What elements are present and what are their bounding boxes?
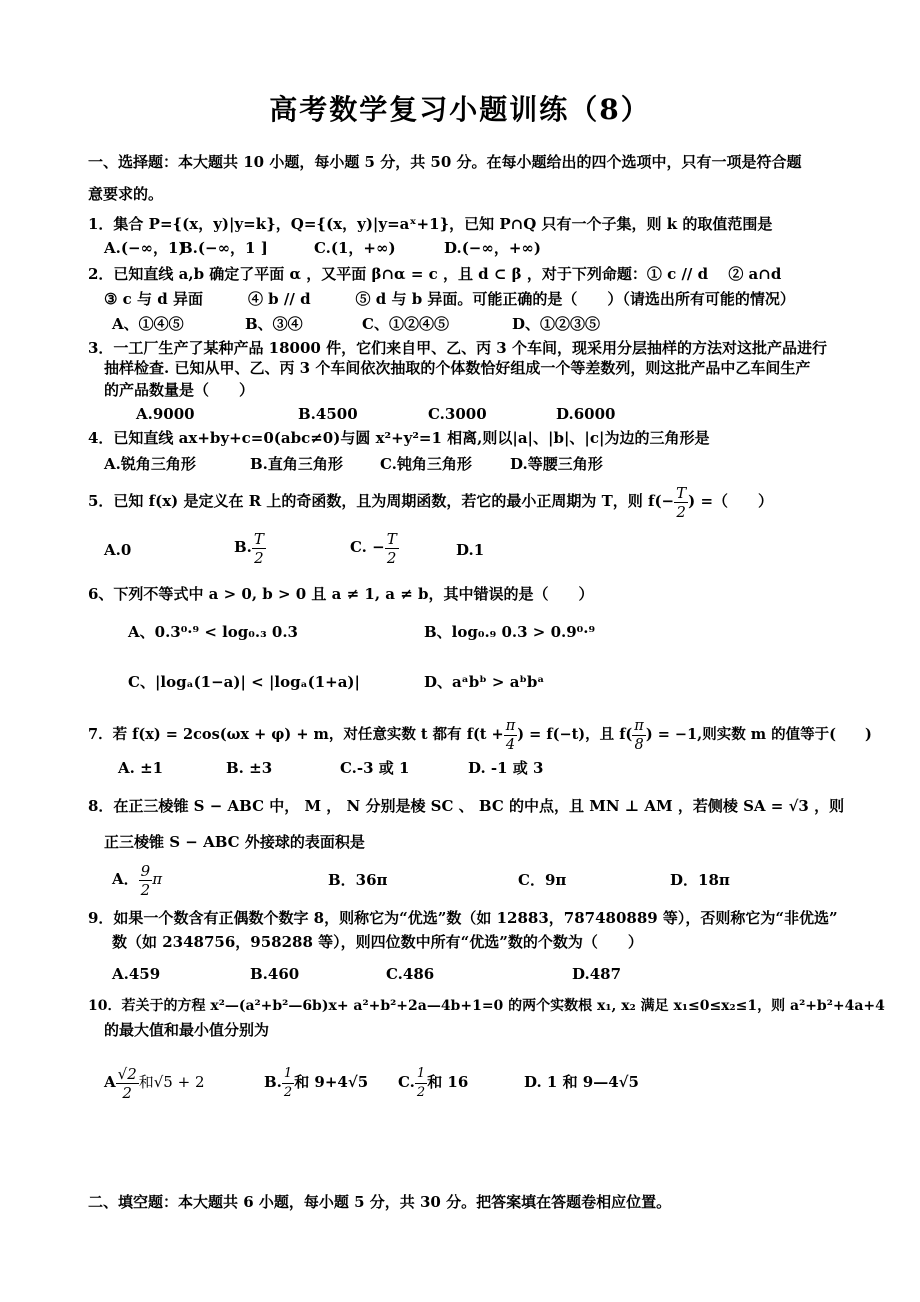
q5-option-c-label: C. − (350, 538, 385, 556)
q5-fraction (674, 484, 688, 521)
q5-option-b-den: 2 (254, 548, 264, 567)
q5-fraction-num: T (676, 483, 687, 502)
q8-option-c: C．9π (518, 871, 567, 889)
q4-option-d: D.等腰三角形 (510, 455, 603, 473)
q5-option-a: A.0 (104, 541, 132, 559)
q3-stem: 3．一工厂生产了某种产品 18000 件，它们来自甲、乙、丙 3 个车间，现采用分层抽样的方法对这批产品进行 (88, 339, 827, 357)
q5-option-c-den: 2 (386, 548, 397, 567)
q5-option-b-num: T (253, 529, 264, 548)
q1-option-d: D.(−∞，+∞) (444, 239, 542, 257)
q5-option-d: D.1 (456, 541, 485, 559)
page-title: 高考数学复习小题训练（8） (269, 93, 651, 126)
q7-option-b: B. ±3 (226, 759, 273, 777)
q5-option-b (234, 528, 266, 567)
q7-fraction-1-num: π (505, 717, 516, 734)
q4-option-c: C.钝角三角形 (380, 455, 472, 473)
q9-option-a: A.459 (112, 965, 161, 983)
q10-option-c-fraction (415, 1065, 427, 1102)
q6-option-a: A、0.3⁰·⁹ < log₀.₃ 0.3 (128, 623, 298, 641)
section2-instructions: 二、填空题：本大题共 6 小题，每小题 5 分，共 30 分。把答案填在答题卷相应位置。 (88, 1193, 672, 1211)
q8-option-d: D．18π (670, 871, 730, 889)
q1-option-b: B.(−∞，1 ] (180, 239, 268, 257)
q10-option-c-rest: 和 16 (427, 1073, 469, 1091)
q6-option-d: D、aᵃbᵇ > aᵇbᵃ (424, 673, 545, 691)
q10-option-c (398, 1062, 468, 1102)
q7-option-d: D. -1 或 3 (468, 759, 544, 777)
q10-option-c-den: 2 (416, 1084, 426, 1100)
q5-stem-text: 5．已知 f(x) 是定义在 R 上的奇函数，且为周期函数，若它的最小正周期为 T，则 f(− (88, 492, 675, 510)
q10-stem: 10．若关于的方程 x²—(a²+b²—6b)x+ a²+b²+2a—4b+1=0 的两个实数根 x₁, x₂ 满足 x₁≤0≤x₂≤1，则 a²+b²+4a+4 (88, 998, 885, 1014)
q5-option-b-label: B. (234, 538, 252, 556)
q2-option-b: B、③④ (245, 315, 303, 333)
q10-option-a-label: A (104, 1073, 116, 1091)
q7-fraction-1-den: 4 (505, 736, 516, 753)
q10-option-b-den: 2 (283, 1084, 293, 1100)
q1-stem: 1．集合 P={(x，y)|y=k}，Q={(x，y)|y=aˣ+1}，已知 P∩Q 只有一个子集，则 k 的取值范围是 (88, 215, 773, 233)
q4-option-a: A.锐角三角形 (104, 455, 196, 473)
q6-stem: 6、下列不等式中 a > 0, b > 0 且 a ≠ 1, a ≠ b，其中错误的是（ ） (88, 585, 594, 603)
q5-option-c-num: T (386, 529, 397, 548)
q1-option-c: C.(1，+∞) (314, 239, 396, 257)
q3-option-b: B.4500 (298, 405, 358, 423)
q8-option-a (112, 860, 162, 899)
q5-option-c-fraction (385, 530, 399, 567)
q2-option-c: C、①②④⑤ (362, 315, 449, 333)
section1-instructions: 一、选择题：本大题共 10 小题，每小题 5 分，共 50 分。在每小题给出的四个选项中，只有一项是符合题 (88, 153, 802, 171)
q10-option-b-rest: 和 9+4√5 (294, 1073, 369, 1091)
q7-stem-end: ) = −1,则实数 m 的值等于( ) (645, 726, 872, 743)
q8-option-a-pi: π (152, 870, 163, 888)
q8-stem-cont: 正三棱锥 S − ABC 外接球的表面积是 (104, 833, 365, 851)
q10-stem-cont: 的最大值和最小值分别为 (104, 1021, 270, 1039)
q3-stem-cont1: 抽样检查. 已知从甲、乙、丙 3 个车间依次抽取的个体数恰好组成一个等差数列，则这批产品中乙车间生产 (104, 359, 811, 377)
q2-option-a: A、①④⑤ (112, 315, 184, 333)
q10-option-b-num: 1 (282, 1065, 294, 1084)
q10-option-a-den: 2 (122, 1083, 132, 1102)
q10-option-a-rest: 和√5 + 2 (138, 1073, 205, 1091)
q10-option-c-num: 1 (415, 1065, 427, 1084)
q8-option-b: B．36π (328, 871, 388, 889)
q8-option-a-label: A． (112, 870, 139, 888)
q2-stem: 2．已知直线 a,b 确定了平面 α ，又平面 β∩α = c ，且 d ⊂ β ，对于下列命题：① c // d ② a∩d (88, 265, 782, 283)
q4-stem: 4．已知直线 ax+by+c=0(abc≠0)与圆 x²+y²=1 相离,则以|a|、|b|、|c|为边的三角形是 (88, 429, 710, 447)
q3-option-d: D.6000 (556, 405, 616, 423)
q10-option-a-fraction (116, 1065, 139, 1102)
q7-option-c: C.-3 或 1 (340, 759, 410, 777)
q9-stem-cont: 数（如 2348756，958288 等），则四位数中所有“优选”数的个数为（ ） (112, 933, 643, 951)
q10-option-d: D. 1 和 9—4√5 (524, 1073, 639, 1091)
q7-fraction-2 (632, 717, 646, 754)
q10-option-b-fraction (282, 1065, 294, 1102)
q7-stem (88, 716, 872, 754)
q5-option-c (350, 528, 399, 567)
q5-option-b-fraction (252, 530, 266, 567)
q8-option-a-fraction (139, 862, 153, 899)
q7-option-a: A. ±1 (118, 759, 164, 777)
q4-option-b: B.直角三角形 (250, 455, 343, 473)
q10-option-c-label: C. (398, 1073, 415, 1091)
q5-stem (88, 482, 773, 521)
q2-stem-cont: ③ c 与 d 异面 ④ b // d ⑤ d 与 b 异面。可能正确的是（ ）（请选出所有可能的情况） (104, 290, 795, 308)
q2-option-d: D、①②③⑤ (512, 315, 601, 333)
q7-fraction-1 (504, 717, 518, 754)
q1-option-a: A.(−∞，1) (104, 239, 186, 257)
q5-fraction-den: 2 (676, 502, 686, 521)
q7-stem-mid: ) = f(−t)，且 f( (517, 726, 633, 743)
q9-option-c: C.486 (386, 965, 435, 983)
q3-option-c: C.3000 (428, 405, 487, 423)
q10-option-a (104, 1062, 205, 1102)
q8-stem: 8．在正三棱锥 S − ABC 中， M ， N 分别是棱 SC 、 BC 的中点，且 MN ⊥ AM ，若侧棱 SA = √3 ，则 (88, 797, 845, 815)
q6-option-c: C、|logₐ(1−a)| < |logₐ(1+a)| (128, 673, 360, 691)
q5-stem-end: ) =（ ） (688, 492, 774, 510)
q10-option-a-num: √2 (117, 1064, 137, 1083)
q8-option-a-den: 2 (140, 880, 151, 899)
q7-fraction-2-num: π (634, 717, 644, 734)
q10-option-b (264, 1062, 368, 1102)
q9-stem: 9．如果一个数含有正偶数个数字 8，则称它为“优选”数（如 12883，787480889 等），否则称它为“非优选” (88, 909, 838, 927)
q3-stem-cont2: 的产品数量是（ ） (104, 381, 255, 399)
q8-option-a-num: 9 (140, 861, 151, 880)
q10-option-b-label: B. (264, 1073, 282, 1091)
q9-option-b: B.460 (250, 965, 300, 983)
q7-stem-text: 7．若 f(x) = 2cos(ωx + φ) + m，对任意实数 t 都有 f(t + (88, 726, 504, 743)
q9-option-d: D.487 (572, 965, 622, 983)
q7-fraction-2-den: 8 (634, 736, 644, 753)
section1-instructions-cont: 意要求的。 (88, 185, 164, 203)
q3-option-a: A.9000 (136, 405, 195, 423)
q6-option-b: B、log₀.₉ 0.3 > 0.9⁰·⁹ (424, 623, 596, 641)
